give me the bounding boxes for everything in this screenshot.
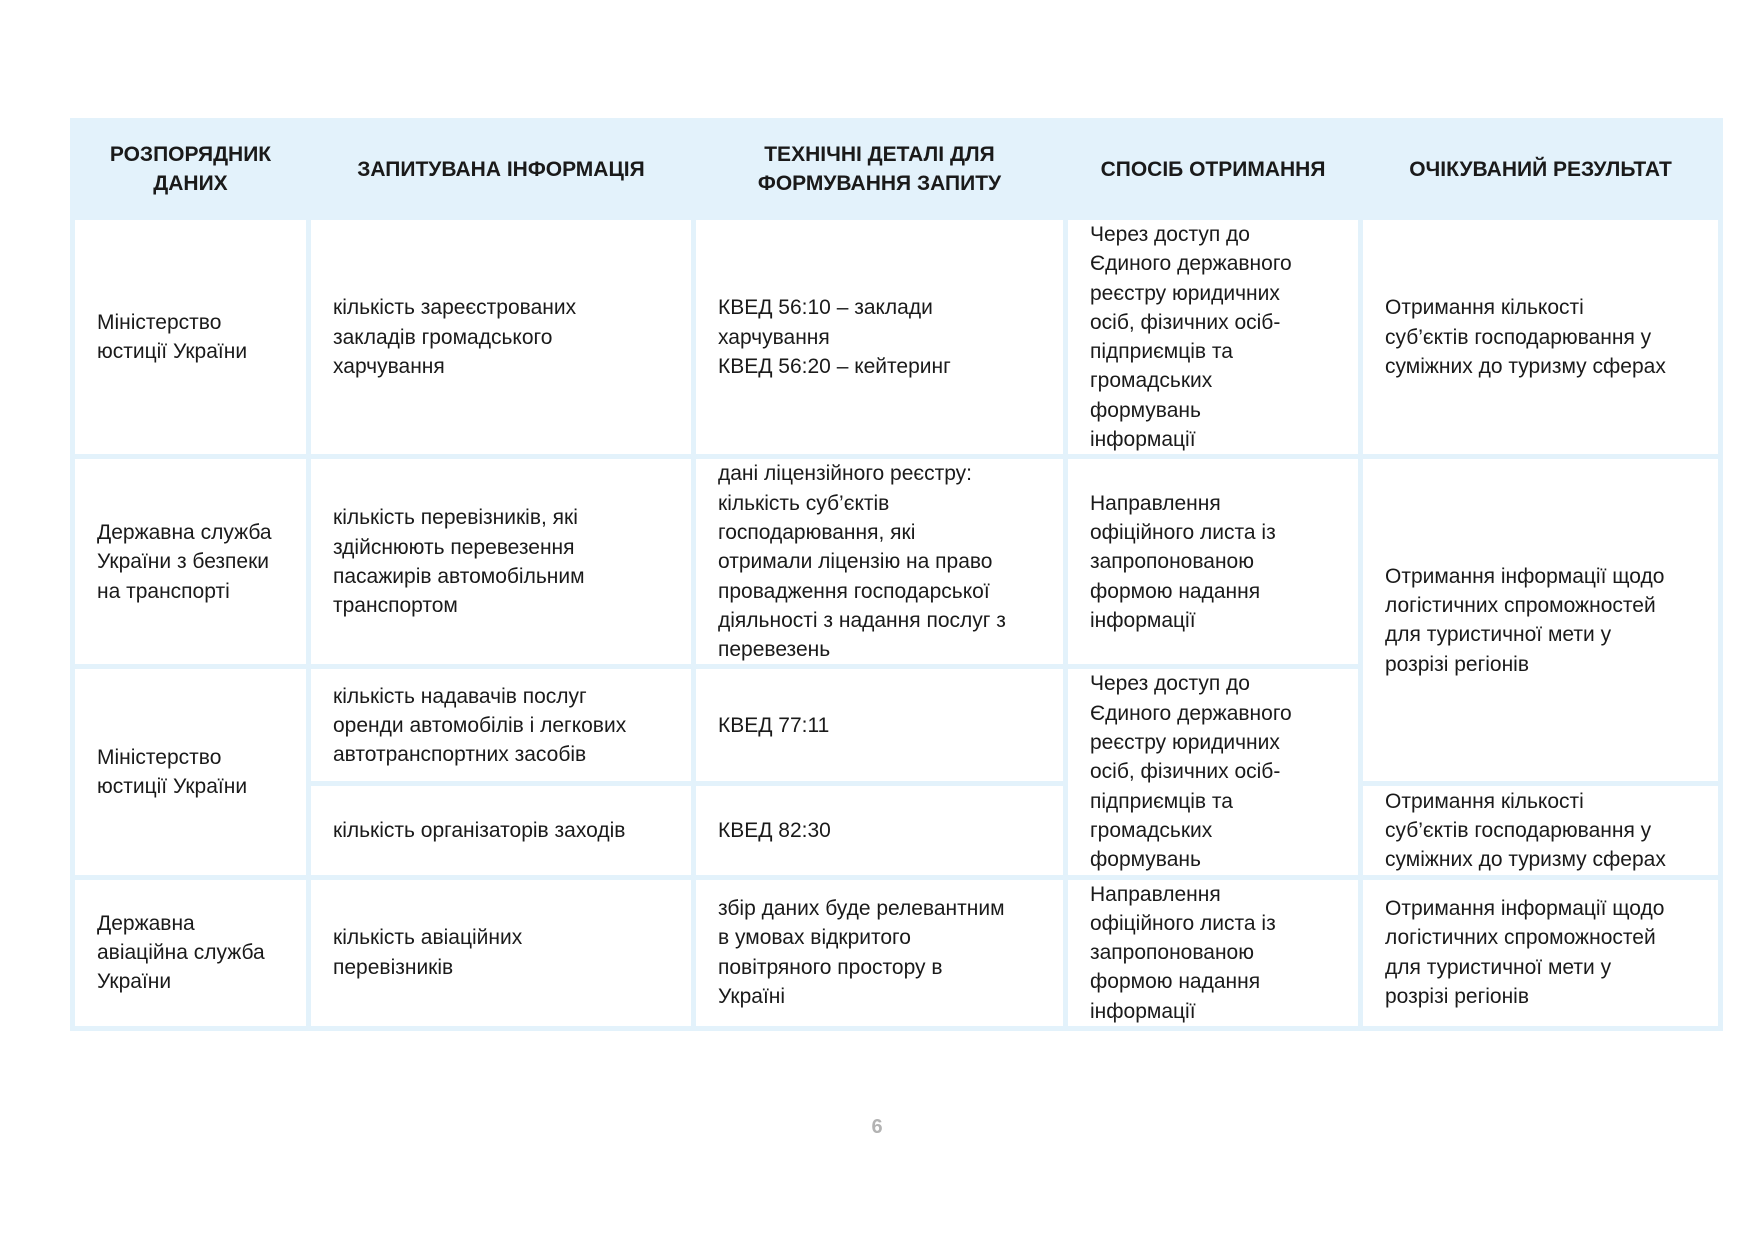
header-expected-result: ОЧІКУВАНИЙ РЕЗУЛЬТАТ <box>1361 121 1721 218</box>
cell-info: кількість зареєстрованих закладів громадського харчування <box>309 218 694 457</box>
table-header-row <box>73 121 1721 218</box>
cell-info: кількість надавачів послуг оренди автомобілів і легкових автотранспортних засобів <box>309 667 694 784</box>
page-number: 6 <box>871 1116 883 1138</box>
cell-owner: Міністерство юстиції України <box>73 218 309 457</box>
cell-info: кількість перевізників, які здійснюють перевезення пасажирів автомобільним транспортом <box>309 457 694 667</box>
cell-tech: КВЕД 82:30 <box>694 784 1066 877</box>
header-requested-info: ЗАПИТУВАНА ІНФОРМАЦІЯ <box>309 121 694 218</box>
cell-method: Направлення офіційного листа із запропонованою формою надання інформації <box>1066 457 1361 667</box>
cell-tech: КВЕД 77:11 <box>694 667 1066 784</box>
data-sources-table <box>70 118 1723 1031</box>
cell-info: кількість організаторів заходів <box>309 784 694 877</box>
header-technical-details: ТЕХНІЧНІ ДЕТАЛІ ДЛЯ ФОРМУВАННЯ ЗАПИТУ <box>694 121 1066 218</box>
table-row <box>73 457 1721 667</box>
cell-tech: дані ліцензійного реєстру: кількість суб’єктів господарювання, які отримали ліцензію на право провадження господарської діяльності з надання послуг з перевезень <box>694 457 1066 667</box>
header-data-owner: РОЗПОРЯДНИК ДАНИХ <box>73 121 309 218</box>
cell-method: Через доступ до Єдиного державного реєстру юридичних осіб, фізичних осіб- підприємців та громадських формувань інформації <box>1066 218 1361 457</box>
table-row <box>73 784 1721 877</box>
table-row <box>73 218 1721 457</box>
table-row <box>73 877 1721 1028</box>
cell-result: Отримання інформації щодо логістичних спроможностей для туристичної мети у розрізі регіонів <box>1361 877 1721 1028</box>
cell-result: Отримання інформації щодо логістичних спроможностей для туристичної мети у розрізі регіонів <box>1361 457 1721 784</box>
cell-owner: Державна служба України з безпеки на транспорті <box>73 457 309 667</box>
cell-result: Отримання кількості суб’єктів господарювання у суміжних до туризму сферах <box>1361 218 1721 457</box>
cell-tech: КВЕД 56:10 – заклади харчування КВЕД 56:20 – кейтеринг <box>694 218 1066 457</box>
cell-method: Через доступ до Єдиного державного реєстру юридичних осіб, фізичних осіб- підприємців та громадських формувань <box>1066 667 1361 877</box>
cell-owner: Державна авіаційна служба України <box>73 877 309 1028</box>
cell-tech: збір даних буде релевантним в умовах відкритого повітряного простору в Україні <box>694 877 1066 1028</box>
cell-result: Отримання кількості суб’єктів господарювання у суміжних до туризму сферах <box>1361 784 1721 877</box>
cell-method: Направлення офіційного листа із запропонованою формою надання інформації <box>1066 877 1361 1028</box>
cell-owner: Міністерство юстиції України <box>73 667 309 877</box>
cell-info: кількість авіаційних перевізників <box>309 877 694 1028</box>
header-method: СПОСІБ ОТРИМАННЯ <box>1066 121 1361 218</box>
